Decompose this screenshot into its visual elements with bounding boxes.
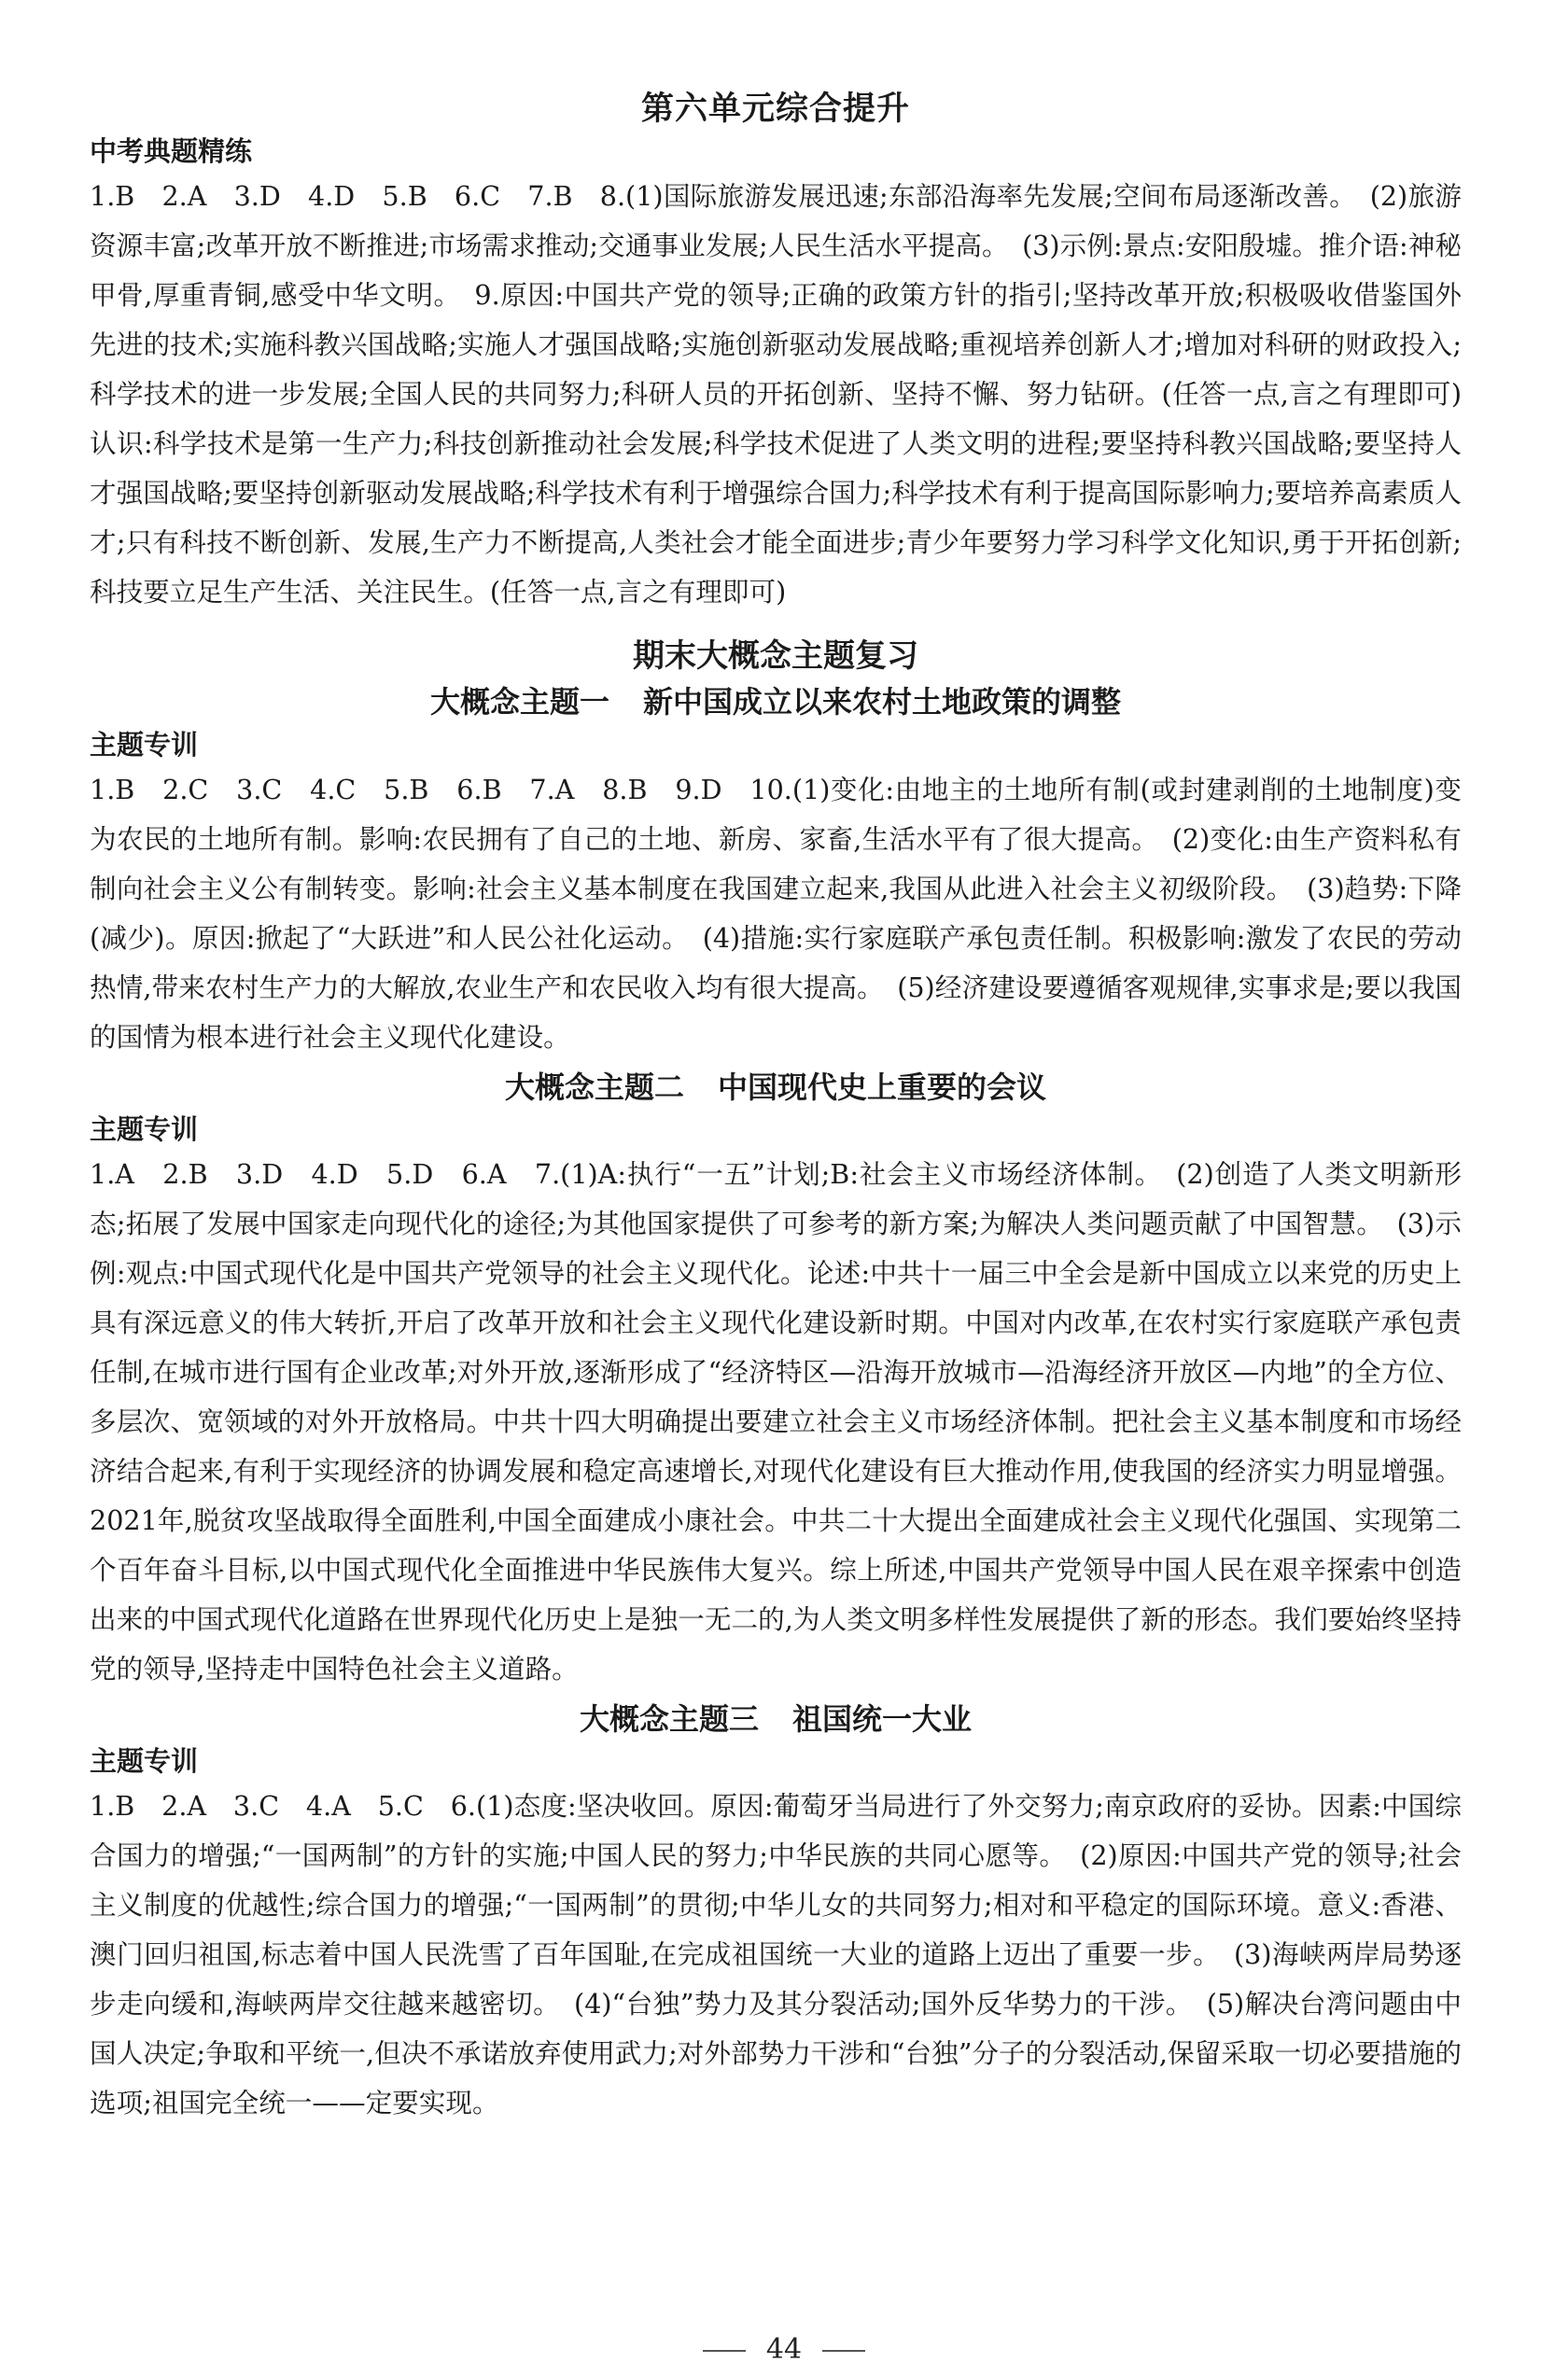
topic-3-label: 大概念主题三 bbox=[579, 1700, 759, 1737]
review-title: 期末大概念主题复习 bbox=[633, 636, 918, 675]
footer-dash-right bbox=[822, 2350, 865, 2352]
footer-dash-left bbox=[703, 2350, 746, 2352]
topic-1-subheading: 主题专训 bbox=[90, 728, 199, 761]
topic-1-heading bbox=[90, 684, 1462, 720]
unit-title: 第六单元综合提升 bbox=[640, 90, 910, 128]
topic-2-subheading: 主题专训 bbox=[90, 1112, 199, 1145]
topic-2-name: 中国现代史上重要的会议 bbox=[718, 1069, 1047, 1105]
topic-3-answers: 1.B 2.A 3.C 4.A 5.C 6.(1)态度:坚决收回。原因:葡萄牙当局进行了外交努力;南京政府的妥协。因素:中国综合国力的增强;“一国两制”的方针的实施;中国人民的努力;中华民族的共同心愿等。 (2)原因:中国共产党的领导;社会主义制度的优越性;综合国力的增强;“一国两制”的贯彻;中华儿女的共同努力;相对和平稳定的国际环境。意义:香港、澳门回归祖国,标志着中国人民洗雪了百年国耻,在完成祖国统一大业的道路上迈出了重要一步。 (3)海峡两岸局势逐步走向缓和,海峡两岸交往越来越密切。 (4)“台独”势力及其分裂活动;国外反华势力的干涉。 (5)解决台湾问题由中国人决定;争取和平统一,但决不承诺放弃使用武力;对外部势力干涉和“台独”分子的分裂活动,保留采取一切必要措施的选项;祖国完全统一——定要实现。 bbox=[90, 1789, 1462, 2118]
topic-2-heading bbox=[90, 1070, 1462, 1105]
subheading-exam-practice: 中考典题精练 bbox=[90, 135, 253, 167]
topic-2-answers: 1.A 2.B 3.D 4.D 5.D 6.A 7.(1)A:执行“一五”计划;B:社会主义市场经济体制。 (2)创造了人类文明新形态;拓展了发展中国家走向现代化的途径;为其他国家提供了可参考的新方案;为解决人类问题贡献了中国智慧。 (3)示例:观点:中国式现代化是中国共产党领导的社会主义现代化。论述:中共十一届三中全会是新中国成立以来党的历史上具有深远意义的伟大转折,开启了改革开放和社会主义现代化建设新时期。中国对内改革,在农村实行家庭联产承包责任制,在城市进行国有企业改革;对外开放,逐渐形成了“经济特区—沿海开放城市—沿海经济开放区—内地”的全方位、多层次、宽领域的对外开放格局。中共十四大明确提出要建立社会主义市场经济体制。把社会主义基本制度和市场经济结合起来,有利于实现经济的协调发展和稳定高速增长,对现代化建设有巨大推动作用,使我国的经济实力明显增强。2021年,脱贫攻坚战取得全面胜利,中国全面建成小康社会。中共二十大提出全面建成社会主义现代化强国、实现第二个百年奋斗目标,以中国式现代化全面推进中华民族伟大复兴。综上所述,中国共产党领导中国人民在艰辛探索中创造出来的中国式现代化道路在世界现代化历史上是独一无二的,为人类文明多样性发展提供了新的形态。我们要始终坚持党的领导,坚持走中国特色社会主义道路。 bbox=[90, 1157, 1462, 1685]
page-footer bbox=[0, 2333, 1568, 2367]
topic-3-name: 祖国统一大业 bbox=[792, 1700, 973, 1737]
unit-answers: 1.B 2.A 3.D 4.D 5.B 6.C 7.B 8.(1)国际旅游发展迅速;东部沿海率先发展;空间布局逐渐改善。 (2)旅游资源丰富;改革开放不断推进;市场需求推动;交通事业发展;人民生活水平提高。 (3)示例:景点:安阳殷墟。推介语:神秘甲骨,厚重青铜,感受中华文明。 9.原因:中国共产党的领导;正确的政策方针的指引;坚持改革开放;积极吸收借鉴国外先进的技术;实施科教兴国战略;实施人才强国战略;实施创新驱动发展战略;重视培养创新人才;增加对科研的财政投入;科学技术的进一步发展;全国人民的共同努力;科研人员的开拓创新、坚持不懈、努力钻研。(任答一点,言之有理即可)认识:科学技术是第一生产力;科技创新推动社会发展;科学技术促进了人类文明的进程;要坚持科教兴国战略;要坚持人才强国战略;要坚持创新驱动发展战略;科学技术有利于增强综合国力;科学技术有利于提高国际影响力;要培养高素质人才;只有科技不断创新、发展,生产力不断提高,人类社会才能全面进步;青少年要努力学习科学文化知识,勇于开拓创新;科技要立足生产生活、关注民生。(任答一点,言之有理即可) bbox=[90, 179, 1462, 608]
topic-2-label: 大概念主题二 bbox=[504, 1069, 684, 1105]
topic-3-heading bbox=[90, 1701, 1462, 1737]
topic-3-subheading: 主题专训 bbox=[90, 1745, 199, 1778]
topic-1-label: 大概念主题一 bbox=[429, 684, 609, 720]
page-number: 44 bbox=[765, 2333, 803, 2366]
topic-1-answers: 1.B 2.C 3.C 4.C 5.B 6.B 7.A 8.B 9.D 10.(1)变化:由地主的土地所有制(或封建剥削的土地制度)变为农民的土地所有制。影响:农民拥有了自己的土地、新房、家畜,生活水平有了很大提高。 (2)变化:由生产资料私有制向社会主义公有制转变。影响:社会主义基本制度在我国建立起来,我国从此进入社会主义初级阶段。 (3)趋势:下降(减少)。原因:掀起了“大跃进”和人民公社化运动。 (4)措施:实行家庭联产承包责任制。积极影响:激发了农民的劳动热情,带来农村生产力的大解放,农业生产和农民收入均有很大提高。 (5)经济建设要遵循客观规律,实事求是;要以我国的国情为根本进行社会主义现代化建设。 bbox=[90, 773, 1462, 1053]
page-content bbox=[90, 90, 1462, 2128]
topic-1-name: 新中国成立以来农村土地政策的调整 bbox=[643, 684, 1122, 720]
